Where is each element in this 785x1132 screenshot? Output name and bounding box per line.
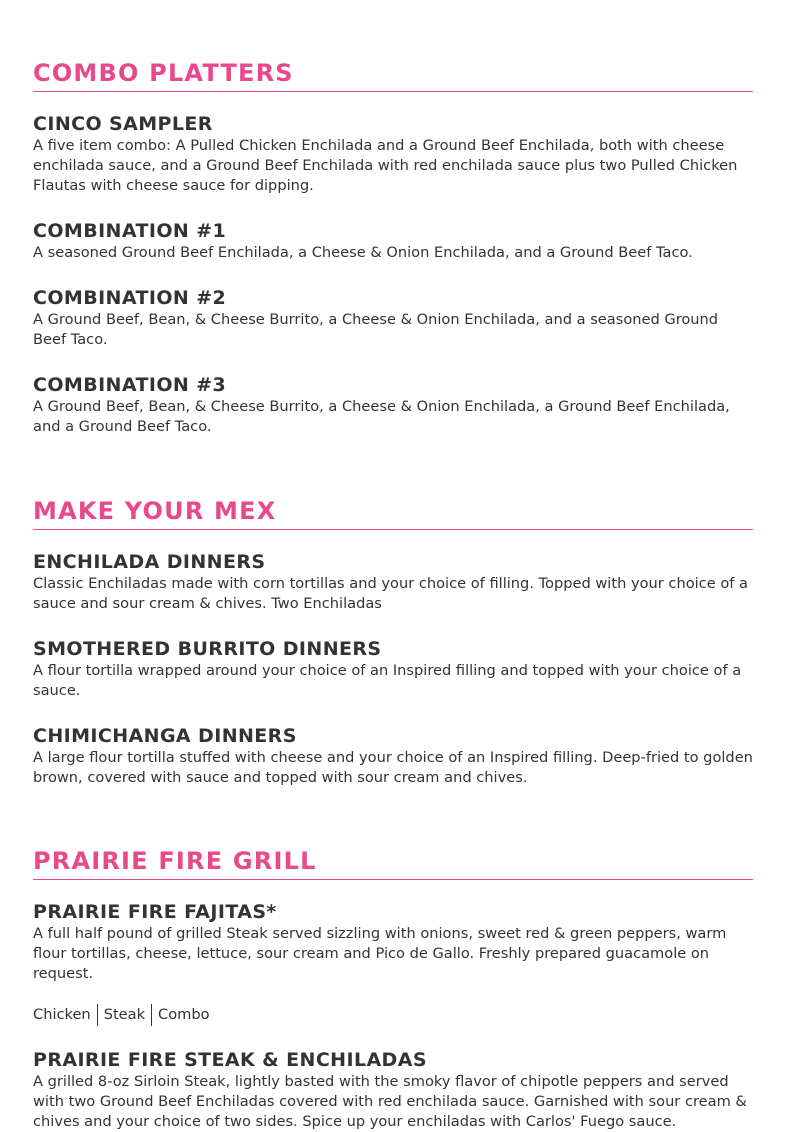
item-title: SMOTHERED BURRITO DINNERS	[33, 638, 382, 660]
section-combo-platters	[33, 58, 753, 437]
item-title: PRAIRIE FIRE FAJITAS*	[33, 901, 277, 923]
section-title: PRAIRIE FIRE GRILL	[33, 846, 753, 880]
menu-item-combination-3	[33, 373, 753, 437]
item-title: COMBINATION #3	[33, 374, 227, 396]
item-description: A Ground Beef, Bean, & Cheese Burrito, a Cheese & Onion Enchilada, and a seasoned Ground Beef Taco.	[33, 311, 719, 348]
item-title: COMBINATION #2	[33, 287, 227, 309]
item-title: COMBINATION #1	[33, 220, 227, 242]
menu-item-smothered-burrito-dinners	[33, 637, 753, 701]
item-title: PRAIRIE FIRE STEAK & ENCHILADAS	[33, 1049, 427, 1071]
menu-item-prairie-fire-steak-enchiladas	[33, 1048, 753, 1132]
option-divider	[97, 1004, 98, 1026]
option-steak: Steak	[103, 1006, 146, 1023]
item-title: CHIMICHANGA DINNERS	[33, 725, 297, 747]
item-description: A full half pound of grilled Steak served sizzling with onions, sweet red & green peppers, warm flour tortillas, cheese, lettuce, sour cream and Pico de Gallo. Freshly prepared guacamole on request.	[33, 925, 727, 982]
menu-item-cinco-sampler	[33, 112, 753, 196]
item-title: ENCHILADA DINNERS	[33, 551, 266, 573]
section-title: COMBO PLATTERS	[33, 58, 753, 92]
item-title: CINCO SAMPLER	[33, 113, 213, 135]
item-description: A grilled 8-oz Sirloin Steak, lightly basted with the smoky flavor of chipotle peppers and served with two Ground Beef Enchiladas covered with red enchilada sauce. Garnished with sour cream & chives and your choice of two sides. Spice up your enchiladas with Carlos' Fuego sauce.	[33, 1073, 747, 1130]
menu-item-chimichanga-dinners	[33, 724, 753, 788]
menu-item-prairie-fire-fajitas	[33, 900, 753, 1026]
option-divider	[151, 1004, 152, 1026]
option-combo: Combo	[158, 1006, 210, 1023]
section-title: MAKE YOUR MEX	[33, 496, 753, 530]
item-description: Classic Enchiladas made with corn tortillas and your choice of filling. Topped with your choice of a sauce and sour cream & chives. Two Enchiladas	[33, 575, 748, 612]
item-description: A flour tortilla wrapped around your choice of an Inspired filling and topped with your choice of a sauce.	[33, 662, 742, 699]
menu-item-enchilada-dinners	[33, 550, 753, 614]
item-description: A seasoned Ground Beef Enchilada, a Cheese & Onion Enchilada, and a Ground Beef Taco.	[33, 244, 693, 261]
menu-item-combination-2	[33, 286, 753, 350]
item-description: A five item combo: A Pulled Chicken Enchilada and a Ground Beef Enchilada, both with cheese enchilada sauce, and a Ground Beef Enchilada with red enchilada sauce plus two Pulled Chicken Flautas with cheese sauce for dipping.	[33, 137, 738, 194]
section-make-your-mex	[33, 496, 753, 788]
option-chicken: Chicken	[33, 1006, 91, 1023]
item-description: A large flour tortilla stuffed with cheese and your choice of an Inspired filling. Deep-fried to golden brown, covered with sauce and topped with sour cream and chives.	[33, 749, 753, 786]
protein-options	[33, 1004, 753, 1026]
section-prairie-fire-grill	[33, 846, 753, 1132]
menu-item-combination-1	[33, 219, 753, 263]
item-description: A Ground Beef, Bean, & Cheese Burrito, a Cheese & Onion Enchilada, a Ground Beef Enchilada, and a Ground Beef Taco.	[33, 398, 730, 435]
